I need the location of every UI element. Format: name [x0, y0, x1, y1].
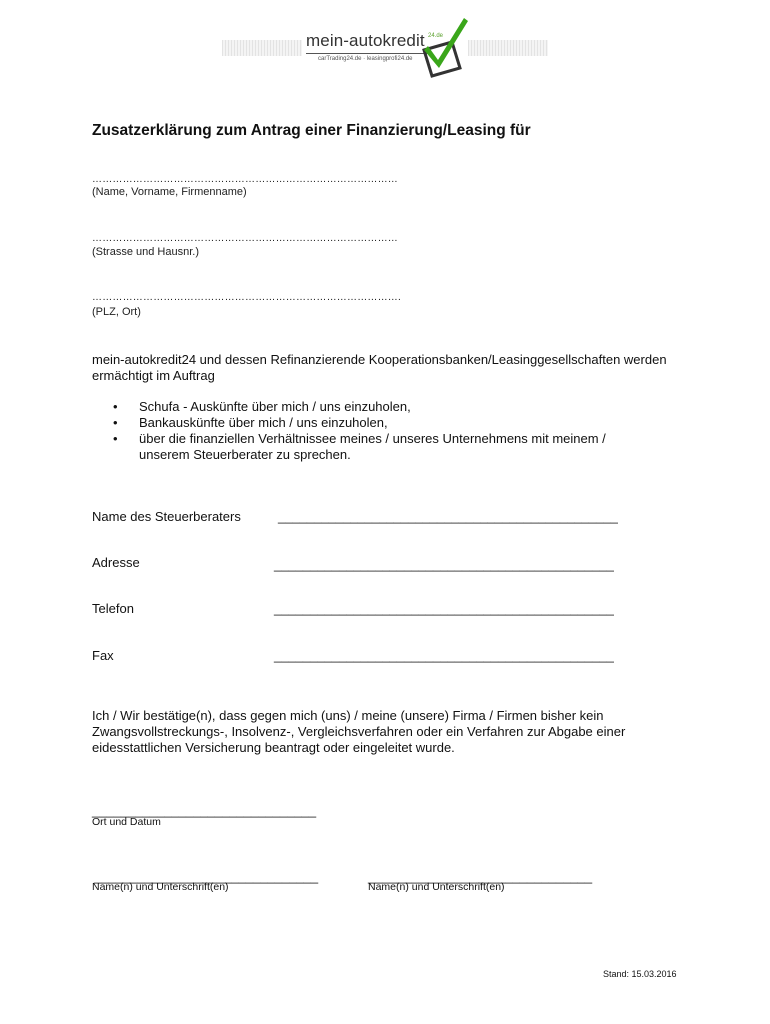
advisor-address-label: Adresse: [92, 555, 140, 570]
confirmation-text: Ich / Wir bestätige(n), dass gegen mich (uns) / meine (unsere) Firma / Firmen bisher kein Zwangsvollstreckungs-, Insolvenz-, Vergleichsverfahren oder ein Verfahren zur Abgabe einer eidesstattlichen Versicherung beantragt oder eingeleitet wurde.: [92, 708, 626, 755]
advisor-fax-field[interactable]: _______________________________________________: [274, 648, 614, 663]
bullet-icon: •: [113, 431, 118, 446]
city-hint: (PLZ, Ort): [92, 306, 141, 318]
list-item: [113, 415, 659, 431]
authorization-text: mein-autokredit24 und dessen Refinanzierende Kooperationsbanken/Leasinggesellschaften werden ermächtigt im Auftrag: [92, 352, 667, 383]
signature-caption-2: Name(n) und Unterschrift(en): [368, 881, 505, 893]
logo-rule: [306, 53, 430, 54]
logo-band-left: [222, 40, 302, 56]
street-hint: (Strasse und Hausnr.): [92, 246, 199, 258]
street-dotted-line: ………………………………………………………………………………: [92, 233, 398, 244]
advisor-name-field[interactable]: _______________________________________________: [278, 509, 618, 524]
list-item-text: Bankauskünfte über mich / uns einzuholen,: [139, 415, 388, 430]
document-title: Zusatzerklärung zum Antrag einer Finanzierung/Leasing für: [92, 122, 531, 139]
name-hint: (Name, Vorname, Firmenname): [92, 186, 247, 198]
advisor-address-field[interactable]: _______________________________________________: [274, 557, 614, 572]
signature-field-2[interactable]: _______________________________: [368, 869, 593, 884]
advisor-phone-field[interactable]: _______________________________________________: [274, 601, 614, 616]
signature-caption-1: Name(n) und Unterschrift(en): [92, 881, 229, 893]
checkmark-logo-icon: [418, 16, 470, 80]
place-date-caption: Ort und Datum: [92, 816, 161, 828]
authorization-list: [113, 399, 659, 463]
list-item: [113, 431, 659, 463]
logo-superscript: 24.de: [428, 33, 444, 39]
logo-tagline: carTrading24.de · leasingprofi24.de: [318, 56, 413, 62]
bullet-icon: •: [113, 399, 118, 414]
signature-field-1[interactable]: _______________________________: [94, 869, 319, 884]
advisor-name-label: Name des Steuerberaters: [92, 509, 241, 524]
bullet-icon: •: [113, 415, 118, 430]
stand-date: Stand: 15.03.2016: [603, 969, 677, 979]
name-dotted-line: ………………………………………………………………………………: [92, 174, 398, 185]
logo-wordmark: mein-autokredit: [306, 31, 425, 50]
logo-band-right: [468, 40, 548, 56]
list-item-text: über die finanziellen Verhältnissee meines / unseres Unternehmens mit meinem / unserem Steuerberater zu sprechen.: [139, 431, 606, 462]
city-dotted-line: ……………………………………………………………………………….: [92, 292, 401, 303]
list-item: [113, 399, 659, 415]
advisor-phone-label: Telefon: [92, 601, 134, 616]
place-date-field[interactable]: _______________________________: [92, 803, 317, 818]
list-item-text: Schufa - Auskünfte über mich / uns einzuholen,: [139, 399, 411, 414]
advisor-fax-label: Fax: [92, 648, 114, 663]
